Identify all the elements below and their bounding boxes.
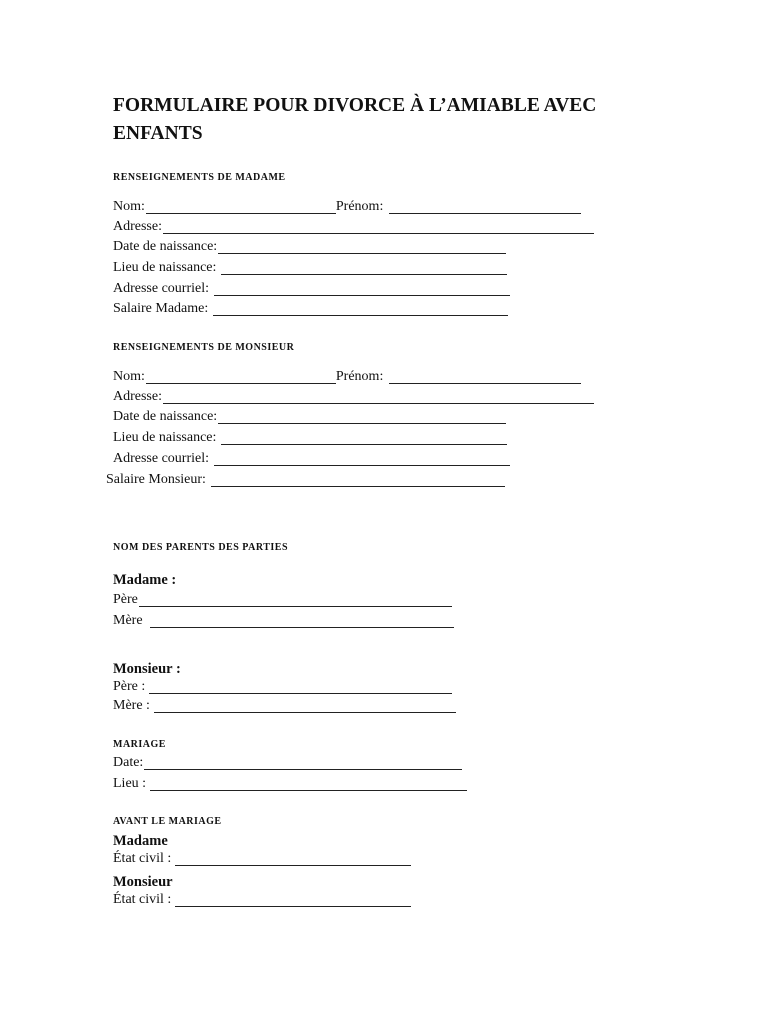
madame-mere-row (113, 612, 454, 632)
madame-date-naissance-field[interactable] (218, 253, 506, 254)
monsieur-nom-label: Nom: (113, 369, 145, 384)
madame-etat-civil-field[interactable] (175, 865, 411, 866)
monsieur-etat-civil-label: État civil : (113, 892, 172, 907)
madame-nom-field[interactable] (146, 213, 336, 214)
title-line-2: ENFANTS (113, 123, 203, 144)
madame-etat-civil-label: État civil : (113, 851, 172, 866)
parents-madame-label: Madame : (113, 572, 177, 588)
mariage-date-label: Date: (113, 755, 144, 770)
monsieur-lieu-naissance-row (113, 429, 507, 449)
monsieur-adresse-label: Adresse: (113, 389, 162, 404)
madame-adresse-row (113, 218, 594, 238)
madame-salaire-field[interactable] (213, 315, 508, 316)
monsieur-lieu-naissance-label: Lieu de naissance: (113, 430, 217, 445)
madame-prenom-field[interactable] (389, 213, 581, 214)
mariage-lieu-label: Lieu : (113, 776, 147, 791)
madame-prenom-label: Prénom: (335, 199, 384, 214)
avant-monsieur-label: Monsieur (113, 874, 173, 890)
title-line-1: FORMULAIRE POUR DIVORCE À L’AMIABLE AVEC (113, 95, 597, 116)
madame-courriel-label: Adresse courriel: (113, 281, 210, 296)
mariage-date-field[interactable] (144, 769, 462, 770)
mariage-date-row (113, 754, 462, 774)
madame-date-naissance-row (113, 238, 506, 258)
monsieur-etat-civil-row (113, 891, 411, 911)
monsieur-pere-field[interactable] (149, 693, 452, 694)
monsieur-mere-label: Mère : (113, 698, 150, 713)
madame-etat-civil-row (113, 850, 411, 870)
monsieur-adresse-row (113, 388, 594, 408)
madame-courriel-field[interactable] (214, 295, 510, 296)
monsieur-pere-row (113, 678, 452, 698)
madame-salaire-row (113, 300, 508, 320)
section-heading-madame: RENSEIGNEMENTS DE MADAME (113, 172, 286, 183)
mariage-lieu-row (113, 775, 467, 795)
monsieur-nom-field[interactable] (146, 383, 336, 384)
monsieur-mere-row (113, 697, 456, 717)
monsieur-prenom-label: Prénom: (335, 369, 384, 384)
parents-monsieur-label: Monsieur : (113, 661, 181, 677)
monsieur-courriel-field[interactable] (214, 465, 510, 466)
section-heading-mariage: MARIAGE (113, 739, 166, 750)
madame-lieu-naissance-field[interactable] (221, 274, 507, 275)
madame-pere-label: Père (113, 592, 138, 607)
section-heading-monsieur: RENSEIGNEMENTS DE MONSIEUR (113, 342, 295, 353)
mariage-lieu-field[interactable] (150, 790, 467, 791)
madame-mere-label: Mère (113, 613, 143, 628)
section-heading-avant-mariage: AVANT LE MARIAGE (113, 816, 222, 827)
monsieur-date-naissance-label: Date de naissance: (113, 409, 218, 424)
monsieur-lieu-naissance-field[interactable] (221, 444, 507, 445)
monsieur-salaire-row (106, 471, 505, 491)
madame-adresse-label: Adresse: (113, 219, 162, 234)
monsieur-courriel-row (113, 450, 510, 470)
monsieur-date-naissance-row (113, 408, 506, 428)
monsieur-salaire-field[interactable] (211, 486, 505, 487)
document-title (113, 92, 673, 148)
section-heading-parents: NOM DES PARENTS DES PARTIES (113, 542, 289, 553)
monsieur-date-naissance-field[interactable] (218, 423, 506, 424)
monsieur-pere-label: Père : (113, 679, 146, 694)
monsieur-name-row (113, 368, 581, 388)
madame-lieu-naissance-row (113, 259, 507, 279)
madame-mere-field[interactable] (150, 627, 454, 628)
monsieur-salaire-label: Salaire Monsieur: (106, 472, 206, 487)
madame-courriel-row (113, 280, 510, 300)
madame-name-row (113, 198, 581, 218)
madame-nom-label: Nom: (113, 199, 145, 214)
monsieur-adresse-field[interactable] (163, 403, 594, 404)
monsieur-courriel-label: Adresse courriel: (113, 451, 210, 466)
monsieur-mere-field[interactable] (154, 712, 456, 713)
madame-salaire-label: Salaire Madame: (113, 301, 209, 316)
monsieur-prenom-field[interactable] (389, 383, 581, 384)
madame-date-naissance-label: Date de naissance: (113, 239, 218, 254)
madame-lieu-naissance-label: Lieu de naissance: (113, 260, 217, 275)
madame-pere-row (113, 591, 452, 611)
madame-adresse-field[interactable] (163, 233, 594, 234)
madame-pere-field[interactable] (139, 606, 452, 607)
avant-madame-label: Madame (113, 833, 168, 849)
monsieur-etat-civil-field[interactable] (175, 906, 411, 907)
